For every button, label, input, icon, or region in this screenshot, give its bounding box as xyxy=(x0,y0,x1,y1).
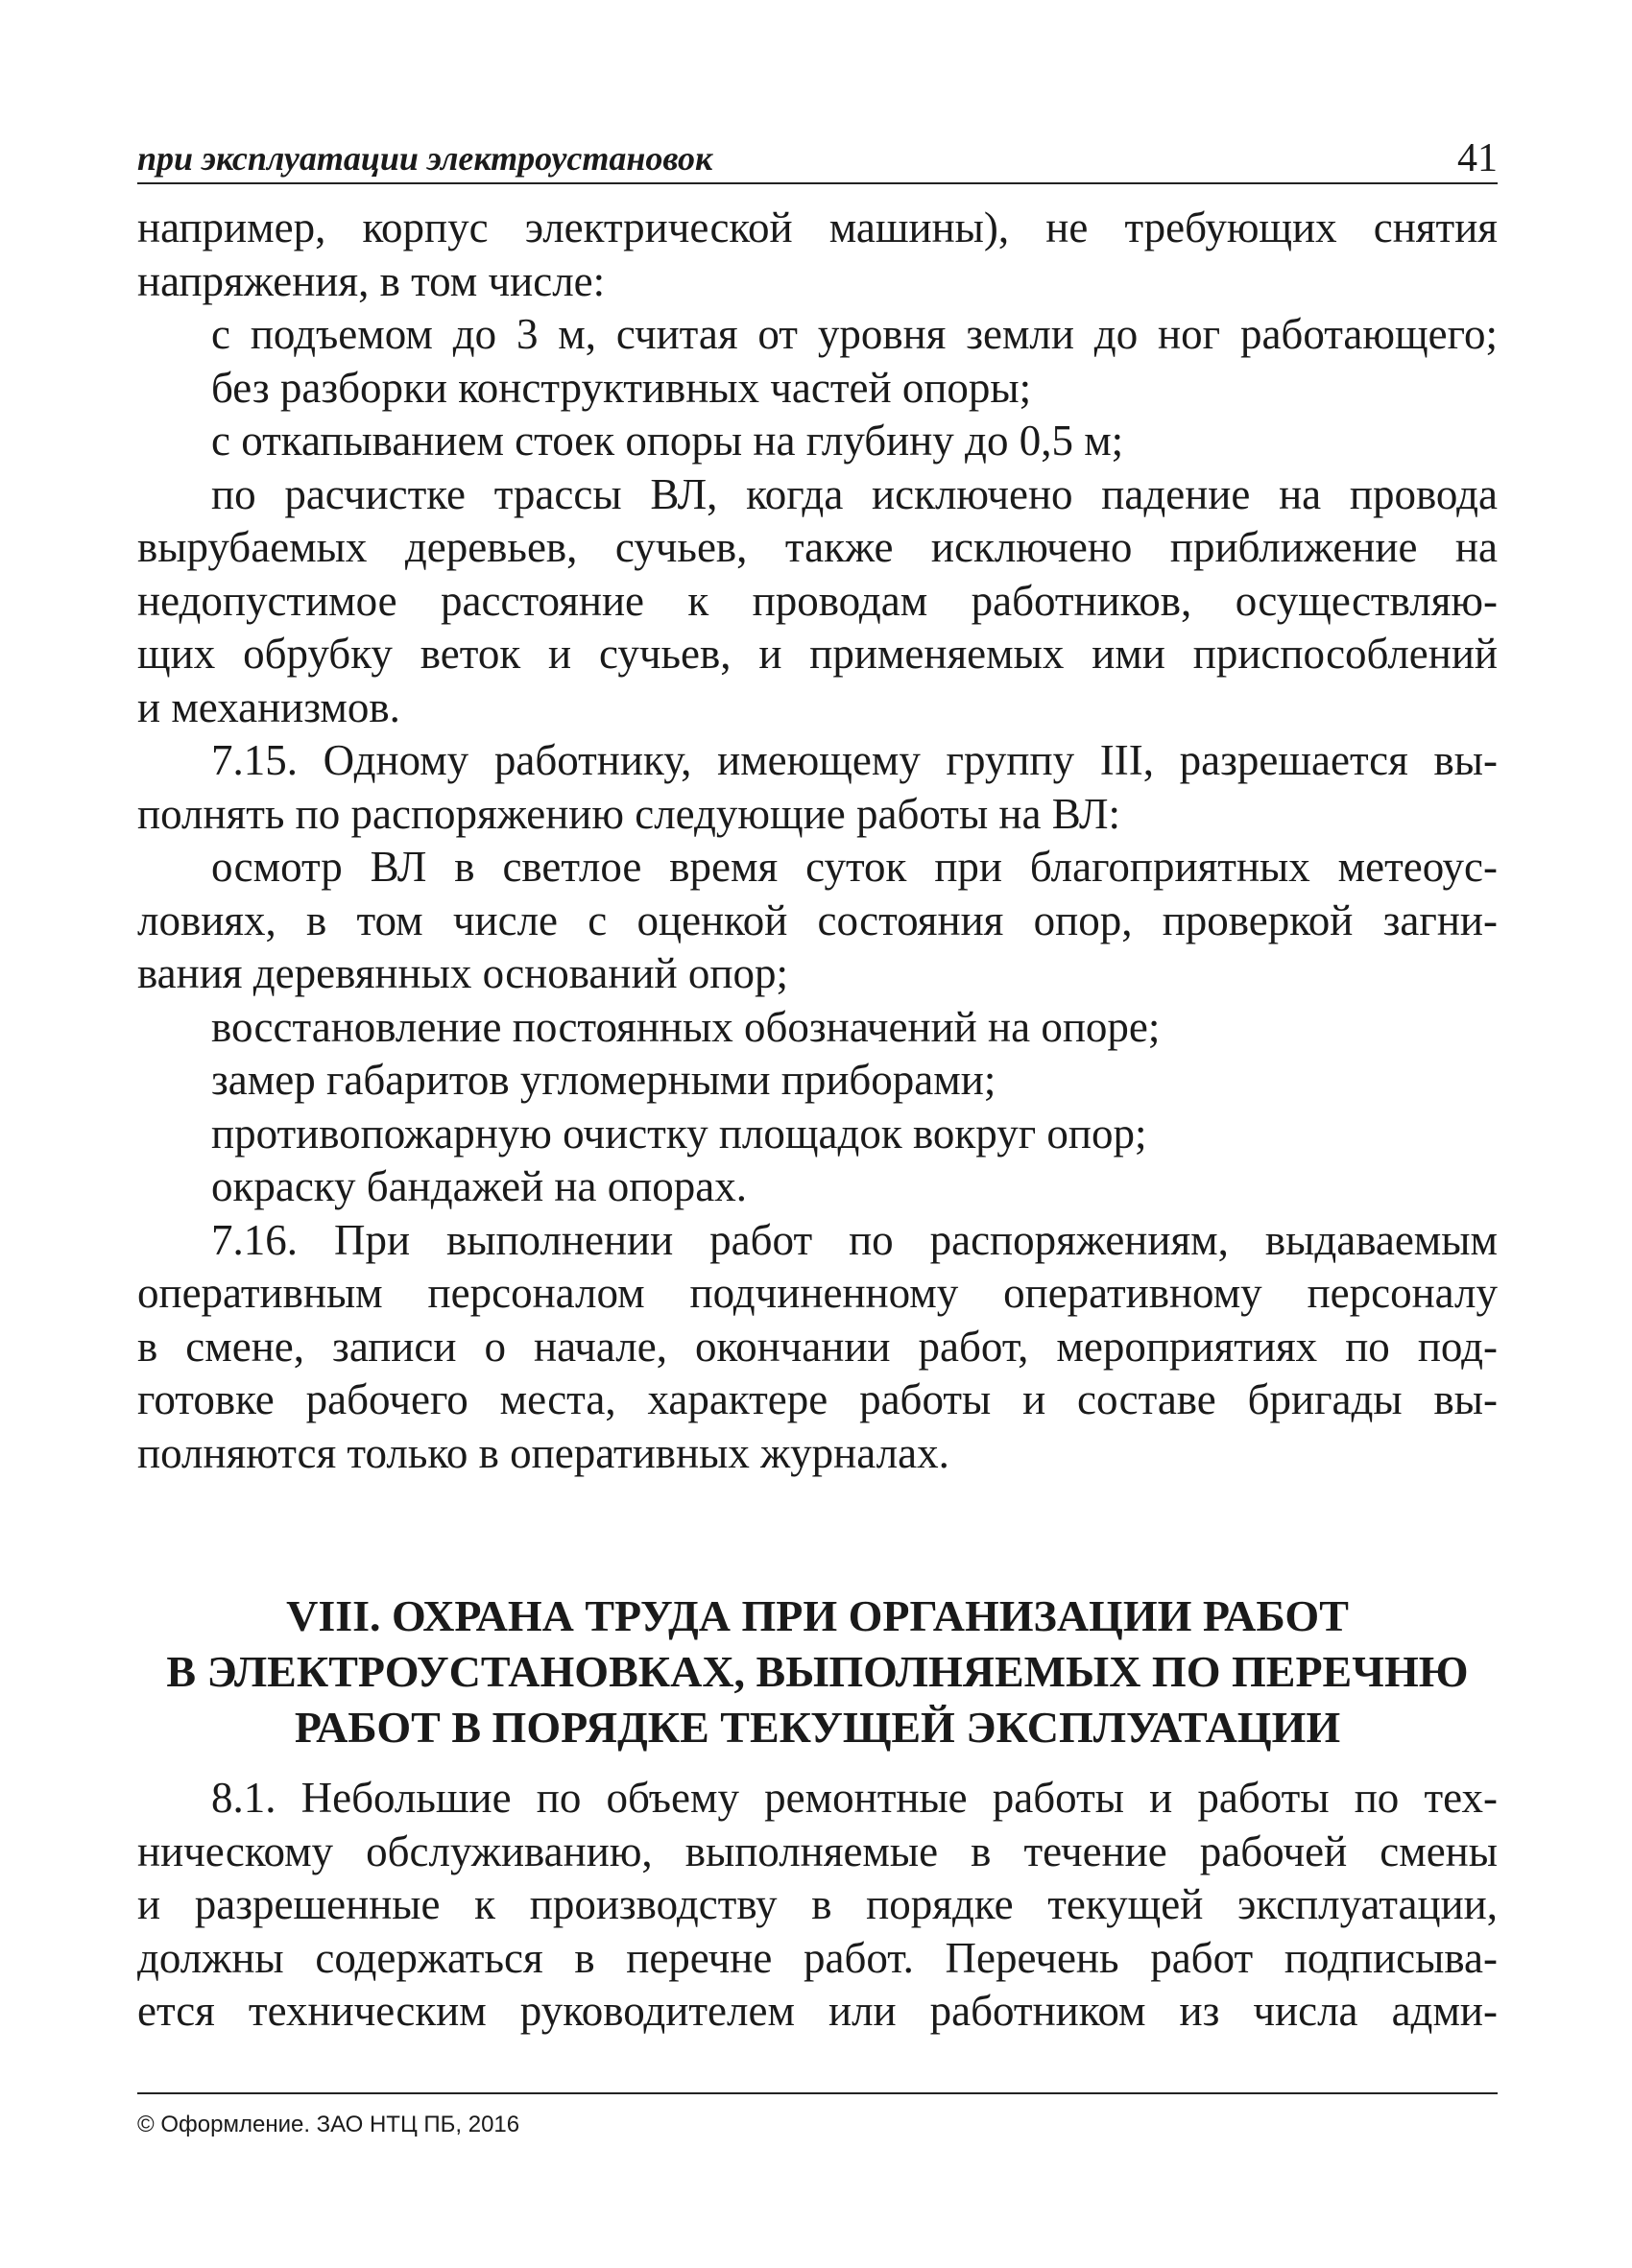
section-heading-line: РАБОТ В ПОРЯДКЕ ТЕКУЩЕЙ ЭКСПЛУАТАЦИИ xyxy=(294,1703,1341,1752)
text-line: 7.15. Одному работнику, имеющему группу III, разрешается вы- xyxy=(211,736,1498,784)
text-line: 7.16. При выполнении работ по распоряжениям, выдаваемым xyxy=(211,1215,1498,1264)
text-line: с подъемом до 3 м, считая от уровня земли до ног работающего; xyxy=(211,310,1498,358)
text-line: вания деревянных оснований опор; xyxy=(137,949,788,997)
text-line: противопожарную очистку площадок вокруг опор; xyxy=(211,1109,1147,1158)
running-head xyxy=(137,136,1498,180)
text-line: и механизмов. xyxy=(137,682,400,731)
text-line: в смене, записи о начале, окончании работ, мероприятиях по под- xyxy=(137,1322,1498,1371)
header-divider xyxy=(137,182,1498,184)
body-text-block-2 xyxy=(137,1772,1498,2039)
section-heading-line: VIII. ОХРАНА ТРУДА ПРИ ОРГАНИЗАЦИИ РАБОТ xyxy=(286,1591,1349,1640)
text-line: и разрешенные к производству в порядке текущей эксплуатации, xyxy=(137,1880,1498,1928)
text-line: по расчистке трассы ВЛ, когда исключено падение на провода xyxy=(211,469,1498,518)
text-line: ловиях, в том числе с оценкой состояния опор, проверкой загни- xyxy=(137,895,1498,944)
text-line: восстановление постоянных обозначений на опоре; xyxy=(211,1002,1161,1051)
text-line: должны содержаться в перечне работ. Перечень работ подписыва- xyxy=(137,1933,1498,1982)
text-line: с откапыванием стоек опоры на глубину до 0,5 м; xyxy=(211,417,1124,465)
text-line: ническому обслуживанию, выполняемые в течение рабочей смены xyxy=(137,1826,1498,1875)
text-line: окраску бандажей на опорах. xyxy=(211,1162,748,1210)
copyright-notice: © Оформление. ЗАО НТЦ ПБ, 2016 xyxy=(137,2112,520,2137)
text-line: например, корпус электрической машины), не требующих снятия xyxy=(137,203,1498,251)
body-text-block-1 xyxy=(137,202,1498,1480)
text-line: напряжения, в том числе: xyxy=(137,256,606,305)
footer-divider xyxy=(137,2092,1498,2094)
text-line: щих обрубку веток и сучьев, и применяемых ими приспособлений xyxy=(137,630,1498,678)
text-line: вырубаемых деревьев, сучьев, также исключено приближение на xyxy=(137,523,1498,571)
text-line: замер габаритов угломерными приборами; xyxy=(211,1056,996,1104)
text-line: без разборки конструктивных частей опоры; xyxy=(211,363,1032,412)
text-line: полняются только в оперативных журналах. xyxy=(137,1428,949,1477)
running-title: при эксплуатации электроустановок xyxy=(137,139,713,178)
text-line: недопустимое расстояние к проводам работников, осуществляю- xyxy=(137,576,1498,625)
page-number: 41 xyxy=(1457,136,1498,180)
text-line: 8.1. Небольшие по объему ремонтные работы и работы по тех- xyxy=(211,1774,1498,1822)
section-heading-line: В ЭЛЕКТРОУСТАНОВКАХ, ВЫПОЛНЯЕМЫХ ПО ПЕРЕЧНЮ xyxy=(166,1647,1469,1696)
text-line: ется техническим руководителем или работником из числа адми- xyxy=(137,1987,1498,2035)
section-heading xyxy=(137,1588,1498,1755)
text-line: оперативным персоналом подчиненному оперативному персоналу xyxy=(137,1269,1498,1317)
text-line: готовке рабочего места, характере работы и составе бригады вы- xyxy=(137,1375,1498,1423)
text-line: полнять по распоряжению следующие работы на ВЛ: xyxy=(137,789,1121,838)
text-line: осмотр ВЛ в светлое время суток при благоприятных метеоус- xyxy=(211,843,1498,891)
